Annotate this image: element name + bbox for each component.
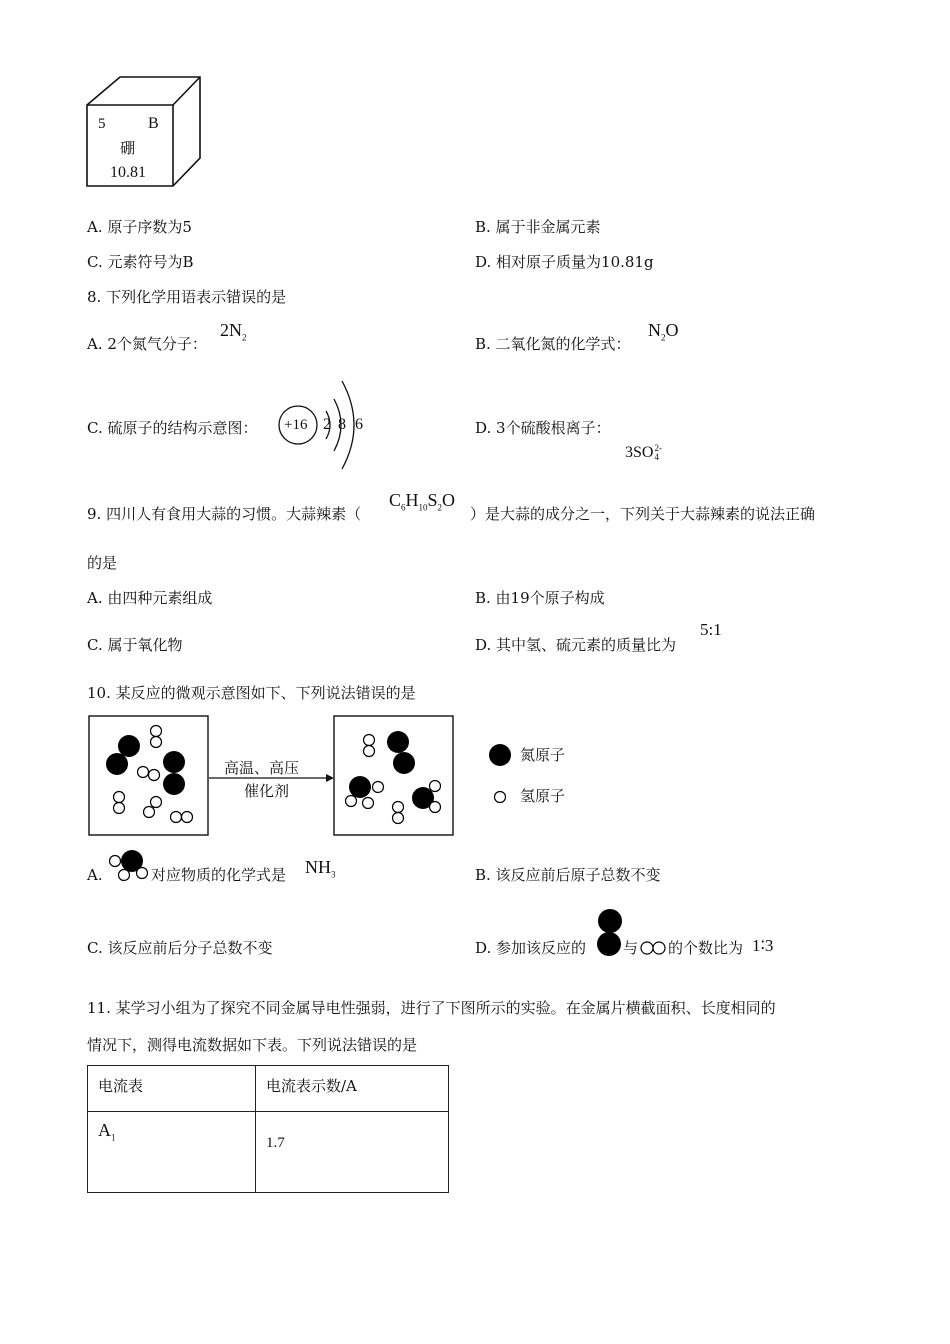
q8-a-formula: $2N_2$ — [220, 320, 247, 343]
q10-option-d-and: 与 — [623, 939, 639, 957]
legend-hydrogen-label: 氢原子 — [520, 787, 566, 805]
table-cell-meter: $A_1$ — [88, 1112, 256, 1193]
element-mass: 10.81 — [110, 164, 146, 181]
element-name: 硼 — [120, 139, 136, 157]
nitrogen-molecule-icon — [597, 908, 623, 958]
hydrogen-molecule-icon — [640, 940, 668, 956]
q8-option-b: B. 二氧化氮的化学式： — [475, 335, 631, 353]
q7-option-b: B. 属于非金属元素 — [475, 218, 601, 236]
q9-stem-line2: 的是 — [87, 554, 118, 572]
q11-stem-line1: 11. 某学习小组为了探究不同金属导电性强弱，进行了下图所示的实验。在金属片横截面积、长度相同的 — [87, 999, 776, 1017]
q10-option-a-prefix: A. — [87, 866, 103, 884]
q9-stem-after: ）是大蒜的成分之一，下列关于大蒜辣素的说法正确 — [470, 505, 816, 523]
q9-option-c: C. 属于氧化物 — [87, 636, 183, 654]
arrow-condition-bottom: 催化剂 — [244, 782, 290, 800]
q8-b-formula: $N_2O$ — [648, 320, 679, 343]
q9-option-d: D. 其中氢、硫元素的质量比为 — [475, 636, 677, 654]
q10-a-formula: $NH_3$ — [305, 857, 336, 880]
shell-electrons-1: 2 — [323, 416, 331, 433]
table-header-cell: 电流表示数/A — [256, 1066, 449, 1112]
q9-stem-before: 9. 四川人有食用大蒜的习惯。大蒜辣素（ — [87, 505, 362, 523]
q10-option-b: B. 该反应前后原子总数不变 — [475, 866, 661, 884]
reaction-diagram — [88, 715, 608, 840]
q11-stem-line2: 情况下，测得电流数据如下表。下列说法错误的是 — [87, 1036, 418, 1054]
legend-nitrogen-label: 氮原子 — [520, 746, 566, 764]
q8-d-formula: 3SO2- 4 — [625, 443, 662, 463]
q10-d-ratio: 1∶3 — [752, 936, 774, 955]
q10-option-d-text: D. 参加该反应的 — [475, 939, 587, 957]
q10-stem: 10. 某反应的微观示意图如下、下列说法错误的是 — [87, 684, 416, 702]
q9-option-b: B. 由19个原子构成 — [475, 589, 605, 607]
element-symbol: B — [148, 115, 159, 132]
element-number: 5 — [98, 116, 106, 132]
arrow-condition-top: 高温、高压 — [224, 759, 300, 777]
nucleus-label: +16 — [284, 417, 308, 433]
shell-electrons-3: 6 — [355, 416, 363, 433]
shell-electrons-2: 8 — [338, 416, 346, 433]
q9-option-a: A. 由四种元素组成 — [87, 589, 213, 607]
current-data-table — [87, 1065, 449, 1193]
q10-option-a-text: 对应物质的化学式是 — [151, 866, 287, 884]
q10-option-c: C. 该反应前后分子总数不变 — [87, 939, 273, 957]
ammonia-molecule-icon — [106, 848, 152, 884]
table-header-row — [88, 1066, 449, 1112]
q8-option-a: A. 2个氮气分子： — [87, 335, 207, 353]
q7-option-a: A. 原子序数为5 — [87, 218, 192, 236]
q8-stem: 8. 下列化学用语表示错误的是 — [87, 288, 287, 306]
q7-option-d: D. 相对原子质量为10.81g — [475, 253, 654, 271]
table-cell-value: 1.7 — [256, 1112, 449, 1193]
q9-d-ratio: 5:1 — [700, 620, 722, 639]
q8-option-c: C. 硫原子的结构示意图： — [87, 419, 258, 437]
q8-option-d: D. 3个硫酸根离子： — [475, 419, 611, 437]
q9-formula: $C_6H_{10}S_2O$ — [389, 490, 456, 513]
table-row — [88, 1112, 449, 1193]
q10-option-d-tail: 的个数比为 — [668, 939, 744, 957]
table-header-cell: 电流表 — [88, 1066, 256, 1112]
q7-option-c: C. 元素符号为B — [87, 253, 194, 271]
